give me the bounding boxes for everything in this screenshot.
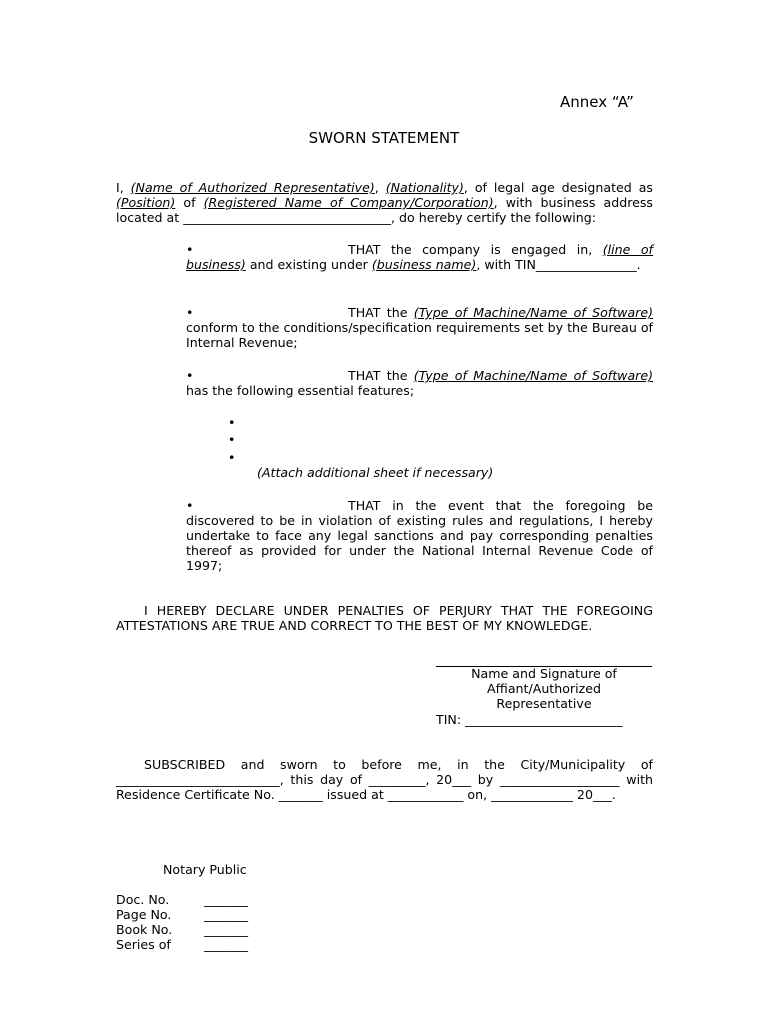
feature-bullet-icon: • bbox=[228, 415, 236, 430]
bullet-item-features bbox=[186, 368, 653, 398]
bullet-2-rest: conform to the conditions/specification requirements set by the Bureau of Internal Revenue; bbox=[186, 320, 653, 350]
annex-label: Annex “A” bbox=[560, 93, 634, 111]
bullet-2-lead: THAT the bbox=[348, 305, 408, 320]
page-no-row bbox=[116, 907, 256, 922]
bullet-item-line-of-business bbox=[186, 242, 653, 272]
bullet-icon: • bbox=[186, 305, 194, 320]
intro-text-1: , of legal age designated as bbox=[463, 180, 653, 195]
business-name-placeholder: (business name) bbox=[371, 257, 477, 272]
feature-bullet-icon: • bbox=[228, 432, 236, 447]
bullet-1-with: , with bbox=[476, 257, 512, 272]
series-of-row bbox=[116, 937, 256, 952]
book-no-label: Book No. bbox=[116, 922, 173, 937]
document-title: SWORN STATEMENT bbox=[308, 129, 460, 147]
attach-note-text: (Attach additional sheet if necessary) bbox=[257, 465, 494, 480]
bullet-4-text: THAT in the event that the foregoing be discovered to be in violation of existing rules and regulations, I hereby undertake to face any legal sanctions and pay corresponding penalties thereof as provided for under the National Internal Revenue Code of 1997; bbox=[186, 498, 653, 573]
line-of-business-placeholder: (line of business) bbox=[186, 242, 653, 272]
bullet-3-rest: has the following essential features; bbox=[186, 383, 415, 398]
intro-i: I, bbox=[116, 180, 124, 195]
series-of-label: Series of bbox=[116, 937, 171, 952]
intro-of: of bbox=[183, 195, 196, 210]
bullet-icon: • bbox=[186, 498, 194, 513]
company-name-placeholder: (Registered Name of Company/Corporation) bbox=[203, 195, 494, 210]
page-no-label: Page No. bbox=[116, 907, 172, 922]
subscribed-paragraph: SUBSCRIBED and sworn to before me, in the City/Municipality of __________________________, this day of _________, 20___ by ___________________ with Residence Certificate No. _______ issued at ____________ on, _____________ 20___. bbox=[116, 757, 653, 802]
intro-comma: , bbox=[374, 180, 379, 195]
machine-software-placeholder: (Type of Machine/Name of Software) bbox=[413, 305, 653, 320]
bullet-1-lead: THAT the company is engaged in, bbox=[348, 242, 593, 257]
bullet-item-conform bbox=[186, 305, 653, 350]
bullet-icon: • bbox=[186, 368, 194, 383]
intro-paragraph bbox=[116, 180, 653, 225]
bullet-item-violation bbox=[186, 498, 653, 573]
series-of-blank: _______ bbox=[204, 937, 249, 952]
position-placeholder: (Position) bbox=[116, 195, 176, 210]
signature-tin: TIN: _________________________ bbox=[436, 712, 623, 727]
signature-line-3: Representative bbox=[496, 696, 592, 711]
feature-bullet-icon: • bbox=[228, 450, 236, 465]
doc-no-label: Doc. No. bbox=[116, 892, 170, 907]
intro-text-3: , do hereby certify the following: bbox=[391, 210, 597, 225]
doc-no-row bbox=[116, 892, 256, 907]
attach-note bbox=[257, 465, 493, 480]
signature-block bbox=[436, 666, 652, 711]
nationality-placeholder: (Nationality) bbox=[385, 180, 464, 195]
notary-public-label: Notary Public bbox=[163, 862, 247, 877]
doc-no-blank: _______ bbox=[204, 892, 249, 907]
page-no-blank: _______ bbox=[204, 907, 249, 922]
bullet-3-lead: THAT the bbox=[348, 368, 408, 383]
tin-blank: TIN________________. bbox=[515, 257, 641, 272]
address-blank: _________________________________ bbox=[183, 210, 391, 225]
bullet-icon: • bbox=[186, 242, 194, 257]
book-no-blank: _______ bbox=[204, 922, 249, 937]
declaration-paragraph: I HEREBY DECLARE UNDER PENALTIES OF PERJURY THAT THE FOREGOING ATTESTATIONS ARE TRUE AND CORRECT TO THE BEST OF MY KNOWLEDGE. bbox=[116, 603, 653, 633]
signature-line-1: Name and Signature of bbox=[471, 666, 617, 681]
book-no-row bbox=[116, 922, 256, 937]
bullet-1-mid: and existing under bbox=[249, 257, 368, 272]
intro-text-2: , with business address located at bbox=[116, 195, 653, 225]
name-of-representative-placeholder: (Name of Authorized Representative) bbox=[130, 180, 375, 195]
signature-line-2: Affiant/Authorized bbox=[487, 681, 601, 696]
machine-software-placeholder: (Type of Machine/Name of Software) bbox=[413, 368, 653, 383]
